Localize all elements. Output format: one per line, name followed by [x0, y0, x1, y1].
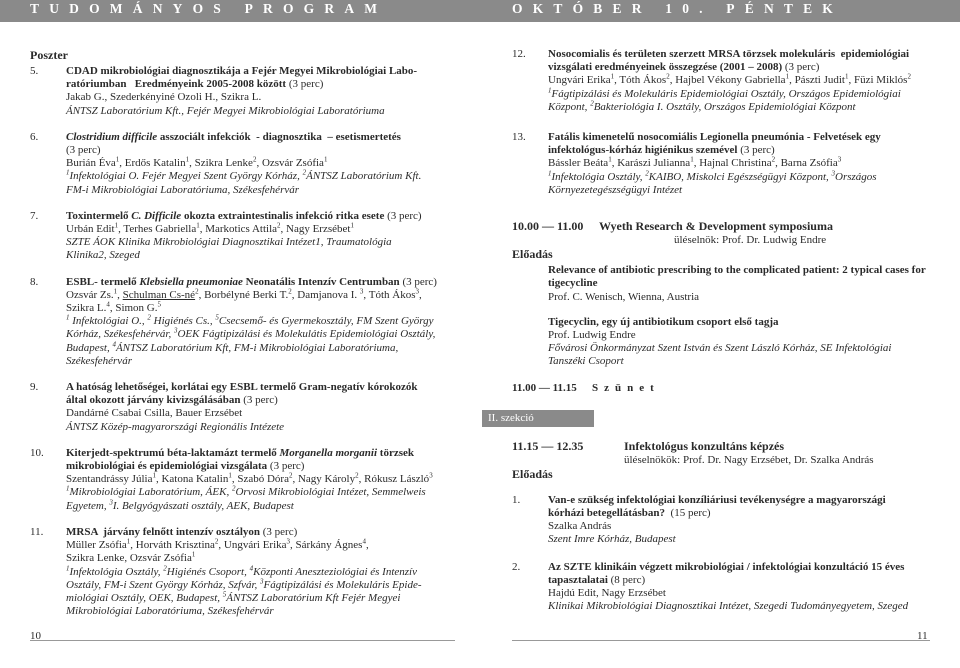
list-item: Relevance of antibiotic prescribing to the complicated patient: 2 typical cases for tigecycline Prof. C. Wenisch, Wienna, Austria: [548, 264, 926, 303]
section-title: Poszter: [30, 48, 68, 62]
right-column: [488, 48, 930, 613]
list-item: 1. Van-e szükség infektológiai konzíliáriusi tevékenységre a magyarországi kórházi betegellátásban? (15 perc) Szalka András Szent Imre Kórház, Budapest: [512, 493, 886, 546]
list-item: 5. CDAD mikrobiológiai diagnosztikája a Fejér Megyei Mikrobiológiai Labo- ratóriumban Eredményeink 2005-2008 között (3 perc) Jakab G., Szederkényiné Ozoli H., Szikra L. ÁNTSZ Laboratórium Kft., Fejér Megyei Mikrobiológiai Laboratóriuma: [30, 65, 418, 117]
break-row: [512, 382, 930, 394]
header-bar: [0, 0, 960, 22]
section-badge: II. szekció: [482, 410, 594, 427]
header-right-date: OKTÓBER 10. PÉNTEK: [512, 1, 843, 16]
footer-rule-left: [30, 640, 455, 641]
list-item: 7. Toxintermelő C. Difficile okozta extraintestinalis infekció ritka esete (3 perc) Urbán Edit$^1$, Terhes Gabriella$^1$, Markotics Attila$^2$, Nagy Erzsébet$^1$ SZTE ÁOK Klinika Mikrobiológiai Diagnosztikai Intézet1, Traumatológia Klinika2, Szeged: [30, 209, 422, 262]
eloadas-label: Előadás: [512, 247, 553, 262]
list-item: 6. Clostridium difficile asszociált infekciók - diagnosztika – esetismertetés (3 perc) Burián Éva$^1$, Erdős Katalin$^1$, Szikra Lenke$^2$, Ozsvár Zsófia$^1$ $^1$Infektológiai O. Fejér Megyei Szent György Kórház, $^2$ÁNTSZ Laboratórium Kft. FM-i Mikrobiológiai Laboratóriuma, Székesfehérvár: [30, 130, 422, 196]
session-time: 10.00 — 11.00: [512, 219, 584, 234]
list-item: 8. ESBL- termelő Klebsiella pneumoniae Neonatális Intenzív Centrumban (3 perc) Ozsvár Zs.$^1$, Schulman $Cs-né^2$, Borbélyné Berki T.$^2$, Damjanova I. $^3$, Tóth Ákos$^3$, Szikra L.$^4$, Simon G.$^5$ $^1$ Infektológiai O., $^2$ Higiénés Cs., $^5$Csecsemő- és Gyermekosztály, FM Szent György Kórház, Székesfehérvár, $^3$OEK Fágtipizálási és Molekulátis Epidemiológiai Osztály, Budapest, $^4$ÁNTSZ Laboratórium Kft, FM-i Mikrobiológiai Laboratóriuma, Székesfehérvár: [30, 275, 437, 367]
list-item: Tigecyclin, egy új antibiotikum csoport első tagja Prof. Ludwig Endre Fővárosi Önkormányzat Szent István és Szent László Kórház, SE Infektológiai Tanszéki Csoport: [548, 315, 892, 368]
session-time: 11.15 — 12.35: [512, 438, 584, 453]
session-title: Infektológus konzultáns képzés: [624, 438, 785, 453]
break-label: Szünet: [592, 381, 660, 394]
session-wyeth: [512, 219, 930, 369]
break-time: 11.00 — 11.15: [512, 381, 577, 394]
footer-rule-right: [512, 640, 930, 641]
session-title: Wyeth Research & Development symposiuma: [599, 219, 833, 234]
left-column: [30, 48, 455, 618]
session-konzultans: [512, 439, 930, 614]
page-number-left: 10: [30, 630, 41, 642]
list-item: 11. MRSA járvány felnőtt intenzív osztályon (3 perc) Müller Zsófia$^1$, Horváth Krisztina$^2$, Ungvári Erika$^3$, Sárkány Ágnes$^4$, Szikra Lenke, Ozsvár Zsófia$^1$ $^1$Infektológia Osztály, $^2$Higiénés Csoport, $^4$Központi Aneszteziológiai és Intenzív Osztály, FM-i Szent György Kórház, Szfvár, $^3$Fágtipizálási és Molekuláris Epide- miológiai Osztály, OEK, Budapest, $^5$ÁNTSZ Laboratórium Kft Fejér Megyei Mikrobiológiai Laboratóriuma, Székesfehérvár: [30, 525, 422, 618]
eloadas-label: Előadás: [512, 466, 553, 481]
list-item: 12. Nosocomialis és területen szerzett MRSA törzsek molekuláris epidemiológiai vizsgálati eredményeinek összegzése (2001 – 2008) (3 perc) Ungvári Erika$^1$, Tóth Ákos$^2$, Hajbel Vékony Gabriella$^1$, Pászti Judit$^1$, Füzi Miklós$^2$ $^1$Fágtipizálási és Molekuláris Epidemiológiai Osztály, Országos Epidemiológiai Központ, $^2$Bakteriológia I. Osztály, Országos Epidemiológiai Központ: [512, 48, 911, 113]
session-chair: üléselnökök: Prof. Dr. Nagy Erzsébet, Dr. Szalka András: [624, 453, 874, 466]
list-item: 2. Az SZTE klinikáin végzett mikrobiológiai / infektológiai konzultáció 15 éves tapasztalatai (8 perc) Hajdú Edit, Nagy Erzsébet Klinikai Mikrobiológiai Diagnosztikai Intézet, Szegedi Tudományegyetem, Szeged: [512, 560, 909, 613]
header-left-title: TUDOMÁNYOS PROGRAM: [30, 1, 388, 16]
list-item: 13. Fatális kimenetelű nosocomiális Legionella pneumónia - Felvetések egy infektológus-kórház higiénikus szemével (3 perc) Bássler Beáta$^1$, Karászi Julianna$^1$, Hajnal Christina$^2$, Barna Zsófia$^3$ $^1$Infektológia Osztály, $^2$KAIBO, Miskolci Egészségügyi Központ, $^3$Országos Környezetegészségügyi Intézet: [512, 131, 881, 196]
session-chair: üléselnök: Prof. Dr. Ludwig Endre: [674, 234, 827, 247]
list-item: 9. A hatóság lehetőségei, korlátai egy ESBL termelő Gram-negatív kórokozók által okozott járvány kivizsgálásában (3 perc) Dandárné Csabai Csilla, Bauer Erzsébet ÁNTSZ Közép-magyarországi Regionális Intézete: [30, 381, 418, 433]
page-number-right: 11: [917, 630, 928, 642]
list-item: 10. Kiterjedt-spektrumú béta-laktamázt termelő Morganella morganii törzsek mikrobiológiai és epidemiológiai vizsgálata (3 perc) Szentandrássy Júlia$^1$, Katona Katalin$^1$, Szabó Dóra$^2$, Nagy Károly$^2$, Rókusz László$^3$ $^1$Mikrobiológiai Laboratórium, ÁEK, $^2$Orvosi Mikrobiológiai Intézet, Semmelweis Egyetem, $^3$I. Belgyógyászati osztály, AEK, Budapest: [30, 446, 433, 512]
